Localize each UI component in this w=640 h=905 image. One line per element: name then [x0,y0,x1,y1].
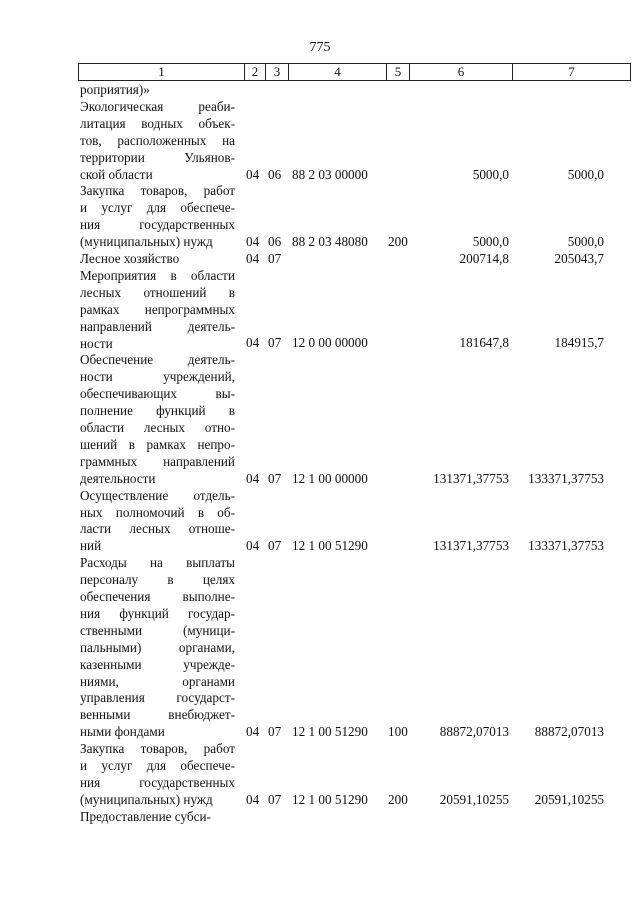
cell-amount-1: 131371,37753 [433,538,509,554]
cell-amount-2: 133371,37753 [528,470,604,486]
cell-amount-1: 131371,37753 [433,470,509,486]
cell-section: 04 [246,335,260,351]
cell-section: 04 [246,234,260,250]
description-line: Расходы на выплаты [80,555,235,571]
description-line: тов, расположенных на [80,132,235,148]
cell-subsection: 07 [268,538,282,554]
cell-expense-type: 200 [388,234,408,250]
cell-section: 04 [246,166,260,182]
description-line: шений в рамках непро- [80,436,235,452]
cell-subsection: 07 [268,791,282,807]
description-line: ниями, органами [80,673,235,689]
cell-amount-2: 184915,7 [554,335,604,351]
row-description [80,268,235,353]
description-line: казенными учрежде- [80,656,235,672]
description-line: ний [80,538,102,554]
cell-section: 04 [246,791,260,807]
row-description [80,183,235,251]
header-col-5: 5 [386,64,409,80]
description-line: ными фондами [80,724,165,740]
cell-amount-2: 133371,37753 [528,538,604,554]
cell-target-code: 12 1 00 00000 [292,470,368,486]
row-description [80,741,235,809]
header-col-7: 7 [512,64,630,80]
cell-amount-2: 5000,0 [567,166,604,182]
row-description [80,488,235,556]
cell-target-code: 88 2 03 00000 [292,166,368,182]
description-line: Закупка товаров, работ [80,183,235,199]
cell-subsection: 06 [268,234,282,250]
description-line: ных полномочий в об- [80,504,235,520]
cell-amount-2: 205043,7 [554,251,604,266]
cell-target-code: 12 1 00 51290 [292,791,368,807]
description-line: Закупка товаров, работ [80,741,235,757]
cell-subsection: 07 [268,251,282,266]
description-line: (муниципальных) нужд [80,791,213,807]
description-line: ласти лесных отноше- [80,521,235,537]
description-line: Предоставление субси- [80,808,211,824]
row-description [80,352,235,487]
description-line: (муниципальных) нужд [80,234,213,250]
description-line: полнение функций в [80,403,235,419]
cell-subsection: 07 [268,724,282,740]
cell-amount-1: 5000,0 [472,166,509,182]
description-line: венными внебюджет- [80,707,235,723]
description-line: обеспечивающих вы- [80,386,235,402]
cell-amount-2: 88872,07013 [534,724,604,740]
cell-target-code: 88 2 03 48080 [292,234,368,250]
description-line: ности учреждений, [80,369,235,385]
cell-section: 04 [246,470,260,486]
description-line: персоналу в целях [80,572,235,588]
cell-expense-type: 200 [388,791,408,807]
page-number: 775 [309,40,331,55]
cell-subsection: 07 [268,335,282,351]
description-line: и услуг для обеспече- [80,200,235,216]
header-col-4: 4 [288,64,386,80]
description-line: Мероприятия в области [80,267,235,283]
header-col-2: 2 [244,64,265,80]
description-line: управления государст- [80,690,235,706]
description-line: Экологическая реаби- [80,98,235,114]
description-line: Осуществление отдель- [80,487,235,503]
table-header [78,63,631,81]
cell-section: 04 [246,251,260,266]
row-description [80,251,235,268]
description-line: рамках непрограммных [80,301,235,317]
description-line: ности [80,335,113,351]
description-line: ния государственных [80,774,235,790]
cell-section: 04 [246,538,260,554]
cell-amount-1: 5000,0 [472,234,509,250]
cell-subsection: 07 [268,470,282,486]
description-line: территории Ульянов- [80,149,235,165]
cell-amount-1: 200714,8 [459,251,509,266]
description-line: области лесных отно- [80,420,235,436]
description-line: граммных направлений [80,453,235,469]
description-line: направлений деятель- [80,318,235,334]
description-line: ственными (муници- [80,622,235,638]
header-col-3: 3 [265,64,288,80]
description-line: ния государственных [80,217,235,233]
header-col-6: 6 [409,64,512,80]
description-line: обеспечения выполне- [80,589,235,604]
cell-target-code: 12 1 00 51290 [292,538,368,554]
cell-expense-type: 100 [388,724,408,740]
cell-section: 04 [246,724,260,740]
description-line: лесных отношений в [80,284,235,300]
header-col-1: 1 [158,64,165,79]
cell-target-code: 12 0 00 00000 [292,335,368,351]
cell-amount-1: 20591,10255 [439,791,509,807]
cell-amount-1: 88872,07013 [439,724,509,740]
cell-target-code: 12 1 00 51290 [292,724,368,740]
row-description [80,82,235,183]
description-line: Лесное хозяйство [80,251,180,266]
cell-amount-2: 5000,0 [567,234,604,250]
cell-amount-2: 20591,10255 [534,791,604,807]
description-line: и услуг для обеспече- [80,758,235,773]
description-line: ской области [80,166,153,182]
description-line: деятельности [80,470,156,486]
row-description [80,809,235,826]
description-line: литация водных объек- [80,115,235,131]
description-line: ния функций государ- [80,605,235,621]
row-description [80,555,235,741]
description-line: Обеспечение деятель- [80,352,235,368]
cell-amount-1: 181647,8 [459,335,509,351]
cell-subsection: 06 [268,166,282,182]
description-line: пальными) органами, [80,639,235,655]
description-line: роприятия)» [80,82,150,97]
